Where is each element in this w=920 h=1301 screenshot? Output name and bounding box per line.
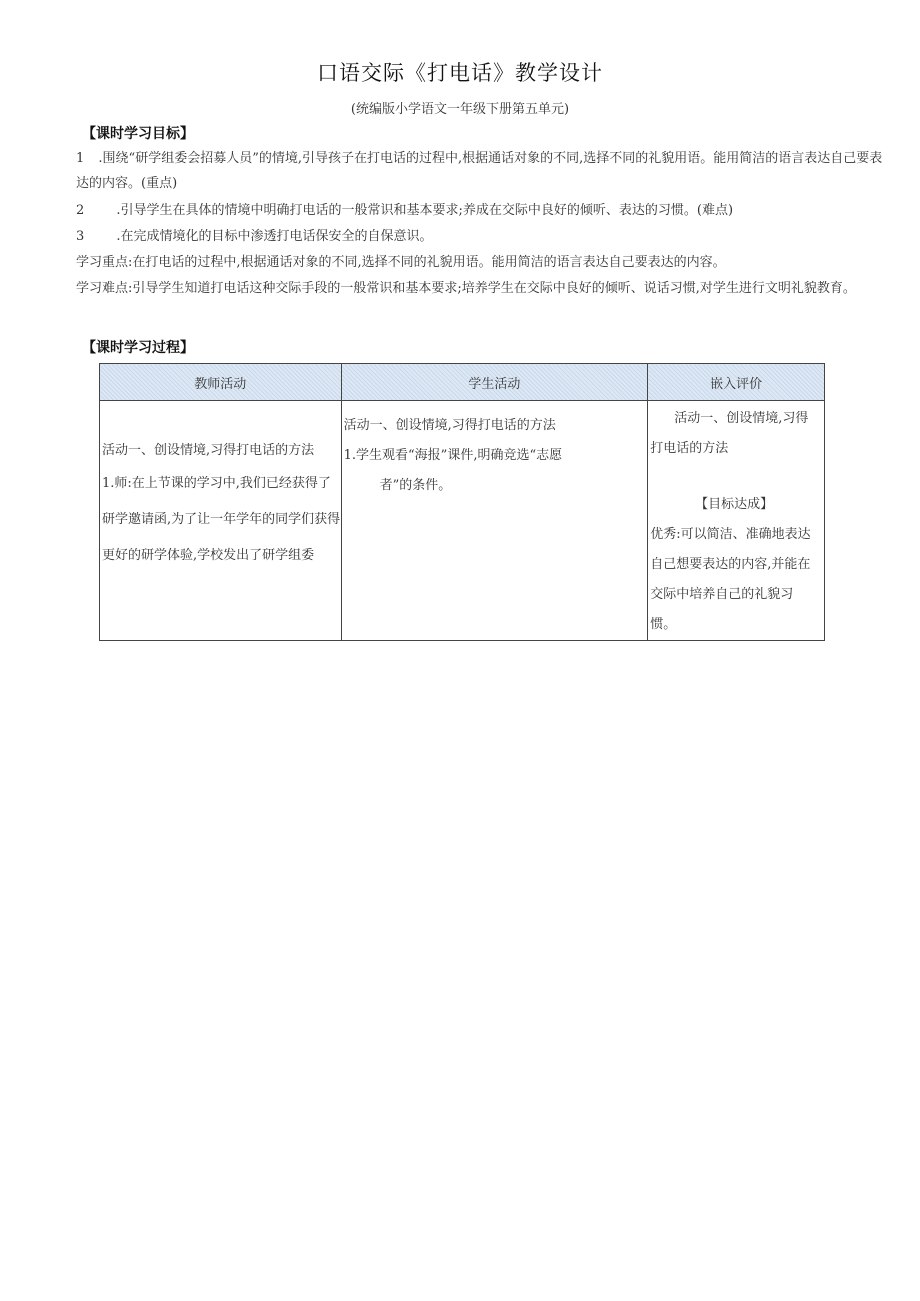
teacher-activity-text: 1.师:在上节课的学习中,我们已经获得了研学邀请函,为了让一年学年的同学们获得更好的研学体验,学校发出了研学组委 (102, 476, 341, 563)
header-evaluation: 嵌入评价 (648, 364, 825, 401)
goal-item (76, 198, 884, 223)
goal-item (76, 224, 884, 249)
page-title: 口语交际《打电话》教学设计 (317, 61, 603, 85)
lesson-table (99, 363, 825, 641)
table-row (100, 401, 825, 641)
page-subtitle: (统编版小学语文一年级下册第五单元) (350, 102, 570, 117)
header-student: 学生活动 (341, 364, 648, 401)
teacher-cell (100, 401, 342, 641)
student-activity-text-cont: 者”的条件。 (379, 478, 452, 493)
goal-number: 3 (76, 229, 85, 244)
evaluation-cell (648, 401, 825, 641)
header-teacher: 教师活动 (100, 364, 342, 401)
goal-text: .引导学生在具体的情境中明确打电话的一般常识和基本要求;养成在交际中良好的倾听、表达的习惯。(难点) (116, 203, 734, 218)
student-activity-title: 活动一、创设情境,习得打电话的方法 (343, 418, 556, 433)
goal-text: .在完成情境化的目标中渗透打电话保安全的自保意识。 (116, 229, 433, 244)
goals-heading: 【课时学习目标】 (82, 126, 194, 142)
target-heading: 【目标达成】 (695, 497, 774, 512)
goal-number: 1 (76, 151, 85, 166)
teacher-activity-title: 活动一、创设情境,习得打电话的方法 (102, 443, 315, 458)
difficulty: 学习难点:引导学生知道打电话这种交际手段的一般常识和基本要求;培养学生在交际中良好的倾听、说话习惯,对学生进行文明礼貌教育。 (76, 281, 856, 296)
student-activity-text: 1.学生观看“海报”课件,明确竞选“志愿 (343, 448, 563, 463)
goal-text: .围绕“研学组委会招募人员”的情境,引导孩子在打电话的过程中,根据通话对象的不同,选择不同的礼貌用语。能用简洁的语言表达自己要表达的内容。(重点) (76, 151, 883, 191)
student-cell (341, 401, 648, 641)
table-header-row (100, 364, 825, 401)
goal-number: 2 (76, 203, 85, 218)
evaluation-activity-title: 活动一、创设情境,习得打电话的方法 (650, 411, 809, 456)
excellent-criteria: 优秀:可以简洁、准确地表达自己想要表达的内容,并能在交际中培养自己的礼貌习惯。 (650, 527, 811, 632)
process-heading: 【课时学习过程】 (82, 340, 194, 356)
goal-item (76, 146, 884, 196)
key-point: 学习重点:在打电话的过程中,根据通话对象的不同,选择不同的礼貌用语。能用简洁的语言表达自己要表达的内容。 (76, 255, 726, 270)
